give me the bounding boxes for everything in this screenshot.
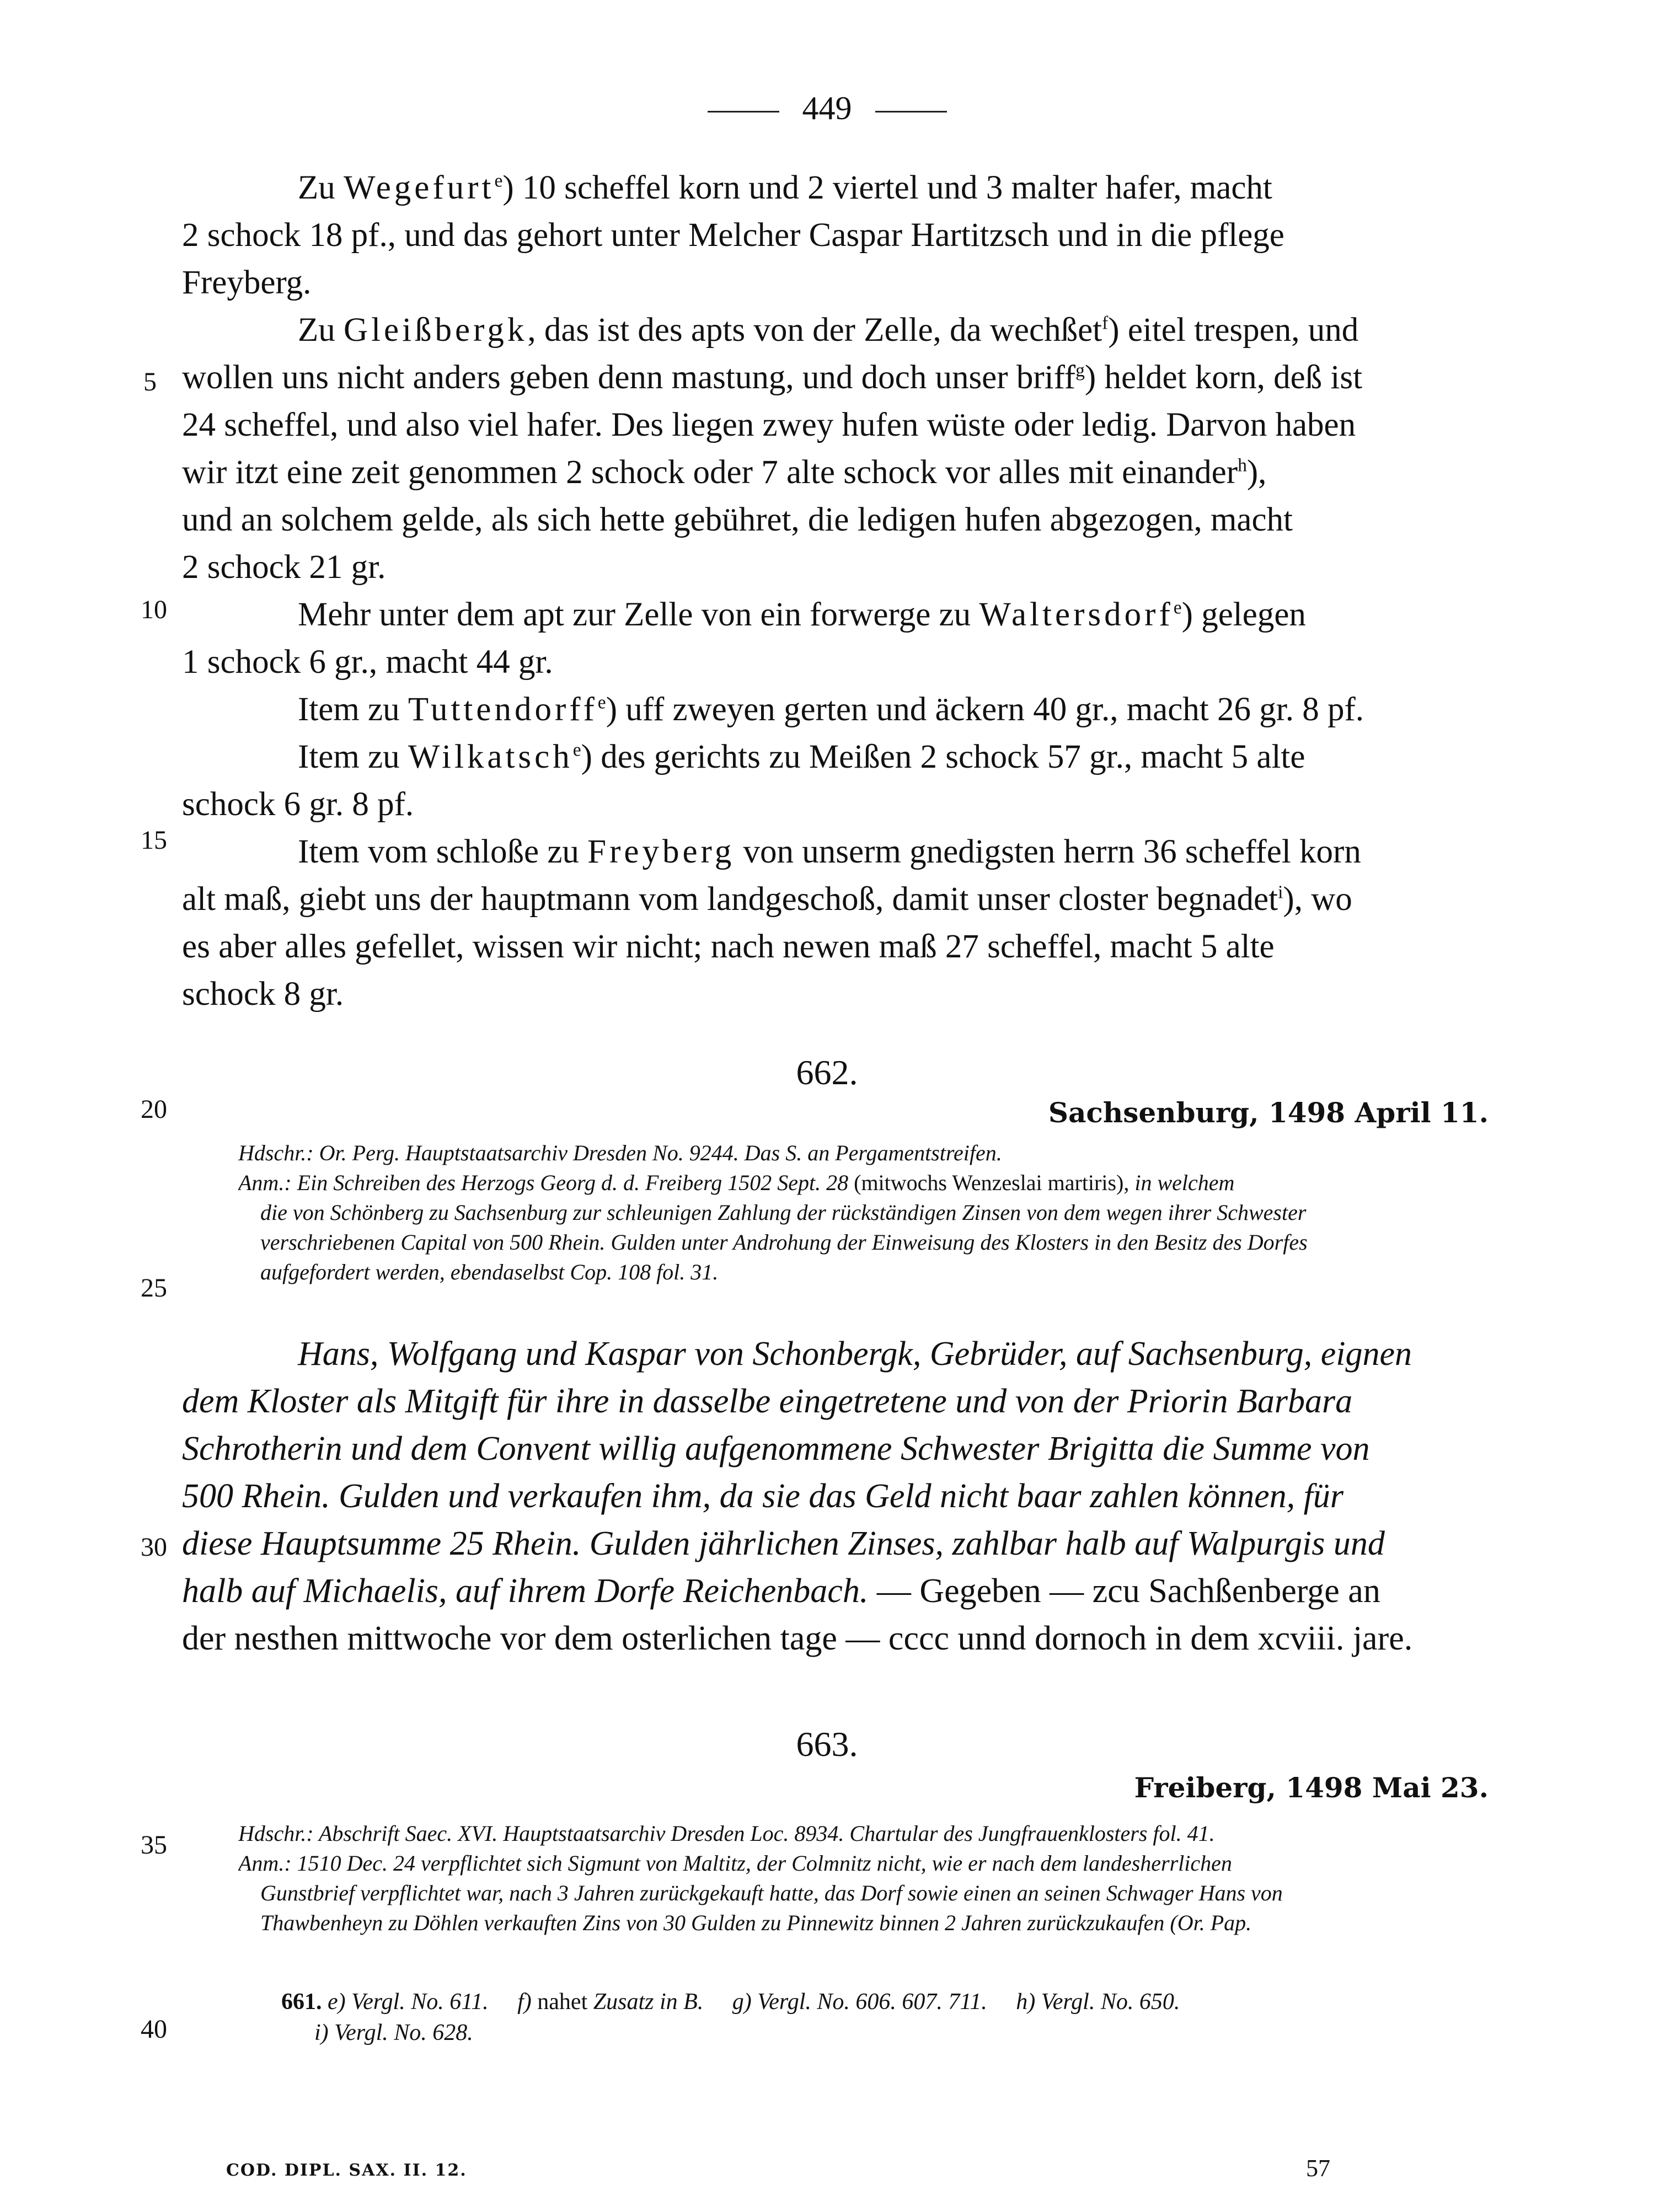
text-line: alt maß, giebt uns der hauptmann vom landgeschoß, damit unser closter begnadet$^i$), wo — [182, 881, 1352, 918]
line-number: 20 — [141, 1095, 167, 1124]
apparatus-line: die von Schönberg zu Sachsenburg zur schleunigen Zahlung der rückständigen Zinsen von dem wegen ihrer Schwester — [260, 1200, 1307, 1225]
text-line: wollen uns nicht anders geben denn mastung, und doch unser briff$^g$) heldet korn, deß ist — [182, 359, 1363, 396]
text-line: 2 schock 21 gr. — [182, 549, 386, 586]
signature-mark: COD. DIPL. SAX. II. 12. — [226, 2161, 467, 2180]
footnote-line: i) Vergl. No. 628. — [314, 2020, 473, 2045]
apparatus-line: Anm.: Ein Schreiben des Herzogs Georg d. d. Freiberg 1502 Sept. 28 (mitwochs Wenzeslai martiris), in welchem — [238, 1170, 1235, 1195]
text-line: Mehr unter dem apt zur Zelle von ein forwerge zu Waltersdorf$^e$) gelegen — [298, 596, 1306, 633]
page-number: 449 — [802, 90, 852, 126]
text-line: 24 scheffel, und also viel hafer. Des liegen zwey hufen wüste oder ledig. Darvon haben — [182, 406, 1356, 443]
apparatus-line: verschriebenen Capital von 500 Rhein. Gulden unter Androhung der Einweisung des Klosters in den Besitz des Dorfes — [260, 1230, 1308, 1255]
regest-line: Schrotherin und dem Convent willig aufgenommene Schwester Brigitta die Summe von — [182, 1430, 1370, 1467]
apparatus-662 — [238, 1138, 1490, 1287]
document-number-663: 663. — [796, 1724, 858, 1764]
regest-line: Hans, Wolfgang und Kaspar von Schonbergk, Gebrüder, auf Sachsenburg, eignen — [298, 1335, 1412, 1373]
text-line: 1 schock 6 gr., macht 44 gr. — [182, 644, 553, 681]
regest-line: der nesthen mittwoche vor dem osterlichen tage — cccc unnd dornoch in dem xcviii. jare. — [182, 1620, 1413, 1657]
footnote-ref: 661. — [281, 1989, 322, 2015]
text-line: schock 6 gr. 8 pf. — [182, 786, 414, 823]
line-number: 15 — [141, 826, 167, 855]
footnote-line: 661. e) Vergl. No. 611. f) nahet Zusatz in B. g) Vergl. No. 606. 607. 711. h) Vergl. No. 650. — [281, 1989, 1180, 2015]
regest-line: diese Hauptsumme 25 Rhein. Gulden jährlichen Zinses, zahlbar halb auf Walpurgis und — [182, 1525, 1385, 1562]
line-number: 30 — [141, 1533, 167, 1562]
apparatus-line: aufgefordert werden, ebendaselbst Cop. 108 fol. 31. — [260, 1260, 719, 1284]
text-line: schock 8 gr. — [182, 976, 344, 1013]
line-number: 35 — [141, 1830, 167, 1860]
header-rule-right — [875, 111, 947, 113]
apparatus-line: Anm.: 1510 Dec. 24 verpflichtet sich Sigmunt von Maltitz, der Colmnitz nicht, wie er nach dem landesherrlichen — [238, 1851, 1232, 1876]
apparatus-line: Gunstbrief verpflichtet war, nach 3 Jahren zurückgekauft hatte, das Dorf sowie einen an seinen Schwager Hans von — [260, 1881, 1283, 1905]
document-number-662: 662. — [796, 1053, 858, 1092]
text-line: und an solchem gelde, als sich hette gebühret, die ledigen hufen abgezogen, macht — [182, 501, 1293, 538]
apparatus-663 — [238, 1819, 1490, 1938]
line-number: 40 — [141, 2015, 167, 2044]
regest-662 — [182, 1330, 1489, 1662]
header-rule-left — [708, 111, 779, 113]
text-line: Zu Gleißbergk, das ist des apts von der Zelle, da wechßet$^f$) eitel trespen, und — [298, 312, 1359, 349]
main-text — [182, 164, 1489, 1018]
text-line: Item zu Wilkatsch$^e$) des gerichts zu Meißen 2 schock 57 gr., macht 5 alte — [298, 738, 1305, 775]
text-line: es aber alles gefellet, wissen wir nicht; nach newen maß 27 scheffel, macht 5 alte — [182, 928, 1275, 965]
text-line: Item vom schloße zu Freyberg von unserm gnedigsten herrn 36 scheffel korn — [298, 833, 1361, 870]
footnotes — [281, 1986, 1489, 2048]
line-number: 10 — [141, 595, 167, 624]
text-line: Item zu Tuttendorff$^e$) uff zweyen gerten und äckern 40 gr., macht 26 gr. 8 pf. — [298, 691, 1364, 728]
text-line: Freyberg. — [182, 264, 312, 301]
place-date-662: Sachsenburg, 1498 April 11. — [1048, 1096, 1489, 1129]
regest-line: dem Kloster als Mitgift für ihre in dasselbe eingetretene und von der Priorin Barbara — [182, 1383, 1353, 1420]
text-line: wir itzt eine zeit genommen 2 schock oder 7 alte schock vor alles mit einander$^h$), — [182, 454, 1267, 491]
apparatus-line: Thawbenheyn zu Döhlen verkauften Zins von 30 Gulden zu Pinnewitz binnen 2 Jahren zurückzukaufen (Or. Pap. — [260, 1910, 1252, 1935]
text-line: 2 schock 18 pf., und das gehort unter Melcher Caspar Hartitzsch und in die pflege — [182, 217, 1284, 254]
apparatus-line: Hdschr.: Abschrift Saec. XVI. Hauptstaatsarchiv Dresden Loc. 8934. Chartular des Jungfrauenklosters fol. 41. — [238, 1821, 1215, 1846]
text-line: Zu Wegefurt$^e$) 10 scheffel korn und 2 viertel und 3 malter hafer, macht — [298, 169, 1272, 206]
regest-line: halb auf Michaelis, auf ihrem Dorfe Reichenbach. — Gegeben — zcu Sachßenberge an — [182, 1572, 1380, 1610]
page-header — [0, 88, 1654, 128]
sheet-number: 57 — [1306, 2155, 1330, 2182]
regest-line: 500 Rhein. Gulden und verkaufen ihm, da sie das Geld nicht baar zahlen können, für — [182, 1477, 1343, 1515]
place-date-663: Freiberg, 1498 Mai 23. — [1134, 1771, 1489, 1804]
line-number: 5 — [143, 367, 157, 397]
apparatus-line: Hdschr.: Or. Perg. Hauptstaatsarchiv Dresden No. 9244. Das S. an Pergamentstreifen. — [238, 1140, 1002, 1165]
line-number: 25 — [141, 1273, 167, 1303]
